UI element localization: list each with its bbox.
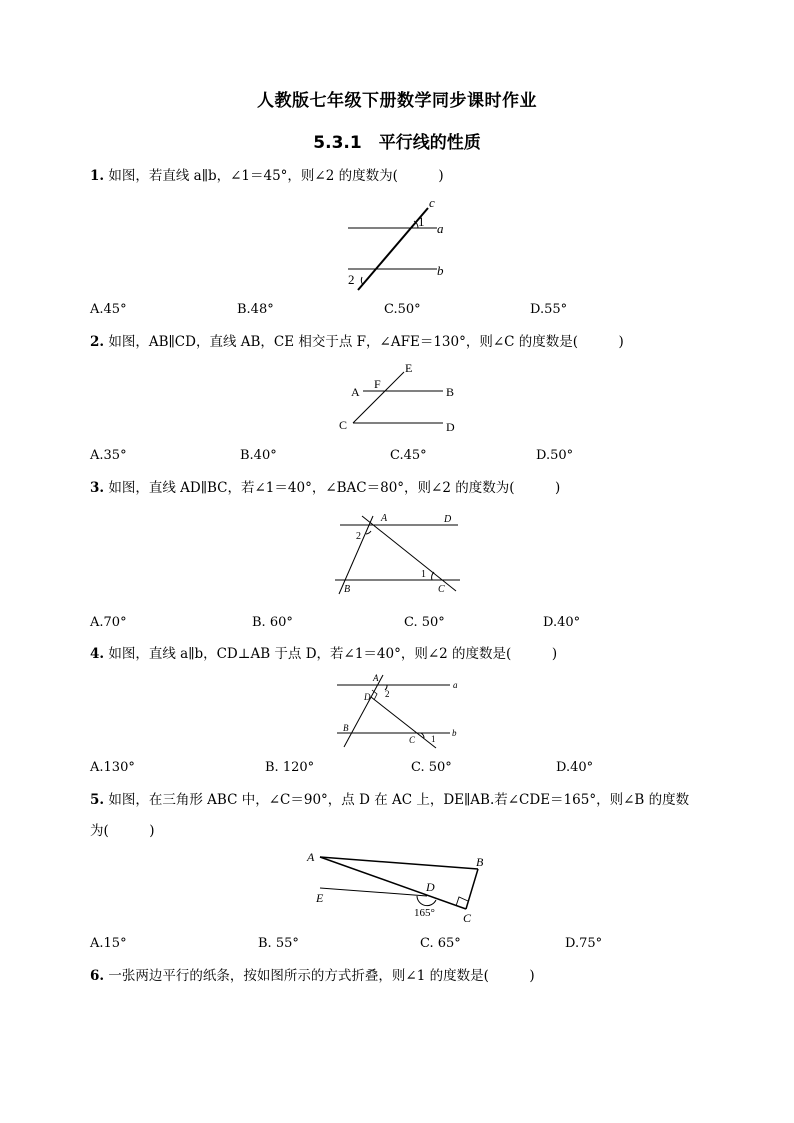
label-b: B (476, 855, 484, 869)
option-c[interactable]: C.50° (384, 302, 421, 317)
label-b: B (344, 584, 351, 595)
line-ab (344, 675, 383, 747)
question-1 (90, 166, 444, 186)
label-c: C (438, 584, 445, 595)
question-2 (90, 332, 624, 352)
label-line-a: a (453, 680, 458, 690)
option-d[interactable]: D.40° (543, 615, 581, 630)
option-c[interactable]: C. 50° (404, 615, 445, 630)
option-a[interactable]: A.35° (90, 448, 127, 463)
section-title: 5.3.1 平行线的性质 (313, 133, 481, 153)
option-a[interactable]: A.130° (90, 760, 135, 775)
label-2: 2 (348, 272, 355, 287)
label-c: c (429, 195, 435, 210)
label-1: 1 (418, 214, 425, 229)
label-d: D (444, 514, 452, 525)
options-1 (90, 302, 710, 320)
label-b: B (343, 723, 349, 733)
label-f: F (374, 377, 381, 391)
question-3 (90, 478, 560, 498)
label-1: 1 (431, 734, 436, 744)
question-5-continued (90, 821, 155, 841)
line-cd (371, 697, 436, 748)
option-d[interactable]: D.55° (530, 302, 568, 317)
label-b: b (437, 263, 444, 278)
line-ab (339, 516, 373, 594)
label-c: C (463, 911, 472, 925)
option-a[interactable]: A.45° (90, 302, 127, 317)
options-5 (90, 936, 710, 954)
label-b: B (446, 385, 455, 399)
question-number: 4. (90, 646, 105, 662)
question-text: 如图，在三角形 ABC 中，∠C＝90°，点 D 在 AC 上，DE∥AB.若∠CDE＝165°，则∠B 的度数 (108, 792, 690, 808)
option-a[interactable]: A.70° (90, 615, 127, 630)
question-text-cont: 为( ) (90, 823, 155, 839)
option-c[interactable]: C.45° (390, 448, 427, 463)
right-angle-mark (456, 897, 468, 906)
label-d: D (446, 420, 455, 434)
label-d: D (426, 880, 435, 894)
label-a: A (307, 850, 315, 864)
option-b[interactable]: B.48° (237, 302, 274, 317)
question-text: 如图，直线 AD∥BC，若∠1＝40°，∠BAC＝80°，则∠2 的度数为( ) (108, 480, 561, 496)
options-3 (90, 615, 710, 633)
question-text: 一张两边平行的纸条，按如图所示的方式折叠，则∠1 的度数是( ) (108, 968, 535, 984)
option-b[interactable]: B. 120° (265, 760, 315, 775)
option-d[interactable]: D.75° (565, 936, 603, 951)
option-b[interactable]: B. 55° (258, 936, 299, 951)
label-a: A (381, 513, 388, 524)
option-d[interactable]: D.50° (536, 448, 574, 463)
line-ac (320, 857, 466, 909)
question-number: 1. (90, 168, 105, 184)
label-a: a (437, 221, 444, 236)
label-a: A (373, 673, 379, 683)
question-number: 2. (90, 334, 105, 350)
option-b[interactable]: B.40° (240, 448, 277, 463)
angle-2-arc (361, 277, 363, 285)
label-e: E (405, 361, 413, 375)
label-e: E (316, 891, 324, 905)
question-text: 如图，直线 a∥b，CD⊥AB 于点 D，若∠1＝40°，则∠2 的度数是( ) (108, 646, 558, 662)
label-d: D (364, 692, 371, 702)
question-text: 如图，AB∥CD，直线 AB，CE 相交于点 F，∠AFE＝130°，则∠C 的度数是( ) (108, 334, 624, 350)
label-c: C (409, 735, 416, 745)
question-number: 6. (90, 968, 105, 984)
label-2: 2 (385, 689, 390, 699)
option-c[interactable]: C. 65° (420, 936, 461, 951)
label-165: 165° (414, 907, 435, 919)
question-4 (90, 644, 557, 664)
line-bc (466, 869, 478, 909)
label-line-b: b (452, 728, 457, 738)
question-6 (90, 966, 535, 986)
option-a[interactable]: A.15° (90, 936, 127, 951)
label-2: 2 (356, 531, 361, 542)
option-d[interactable]: D.40° (556, 760, 594, 775)
options-4 (90, 760, 710, 778)
options-2 (90, 448, 710, 466)
question-text: 如图，若直线 a∥b，∠1＝45°，则∠2 的度数为( ) (108, 168, 444, 184)
question-number: 5. (90, 792, 105, 808)
question-number: 3. (90, 480, 105, 496)
line-ab (320, 857, 478, 869)
label-a: A (351, 385, 360, 399)
option-c[interactable]: C. 50° (411, 760, 452, 775)
page-title: 人教版七年级下册数学同步课时作业 (257, 91, 537, 111)
label-c: C (339, 418, 348, 432)
option-b[interactable]: B. 60° (252, 615, 293, 630)
label-1: 1 (421, 569, 426, 580)
question-5 (90, 790, 689, 810)
